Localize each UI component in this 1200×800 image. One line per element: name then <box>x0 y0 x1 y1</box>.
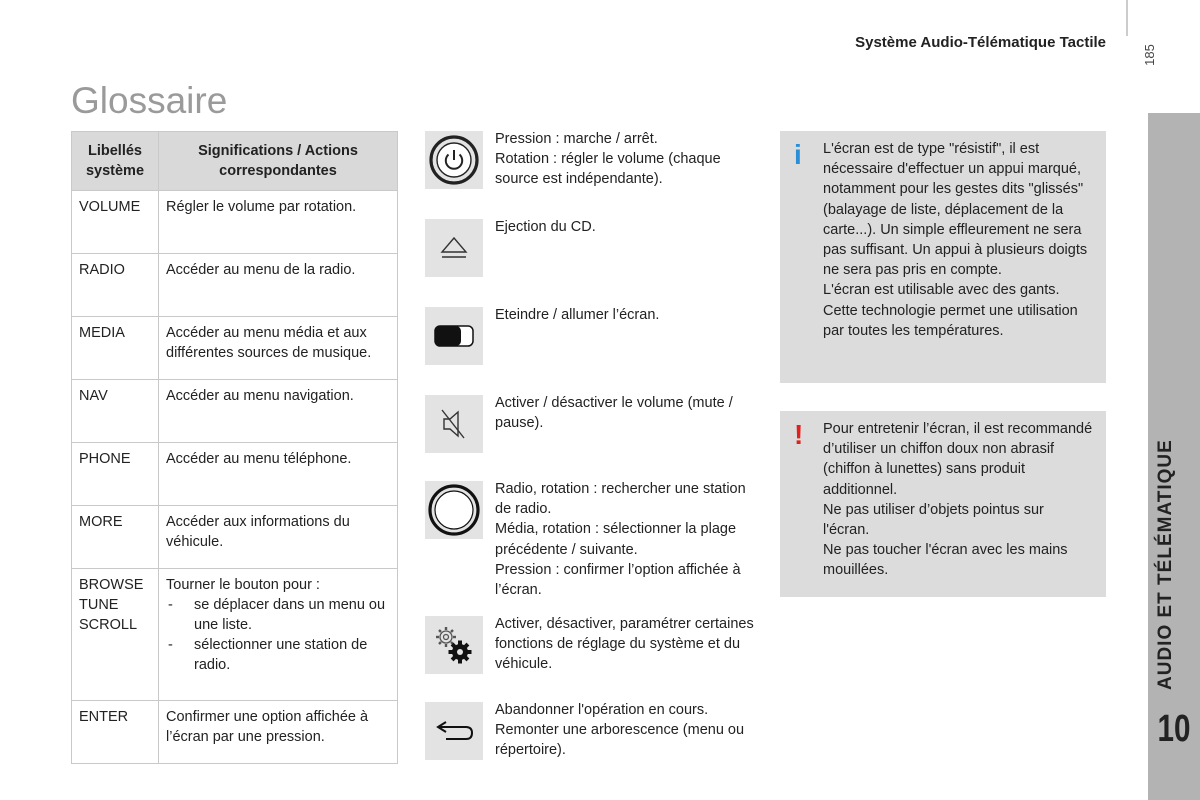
table-row <box>72 317 398 380</box>
warning-note-text: Pour entretenir l’écran, il est recommandé d’utiliser un chiffon doux non abrasif (chiffon à lunettes) sans produit additionnel. Ne pas utiliser d’objets pointus sur l'écran. Ne pas toucher l'écran avec les mains mouillées. <box>823 421 1093 579</box>
table-row <box>72 254 398 317</box>
table-row <box>72 443 398 506</box>
back-arrow-icon <box>425 702 483 760</box>
table-header-row <box>72 132 398 191</box>
icon-description: Radio, rotation : rechercher une station de radio. Média, rotation : sélectionner la plage précédente / suivante. Pression : confirmer l’option affichée à l’écran. <box>495 481 746 599</box>
table-row <box>72 506 398 569</box>
icon-description: Abandonner l'opération en cours. Remonter une arborescence (menu ou répertoire). <box>495 702 745 759</box>
row-code: RADIO <box>72 254 159 317</box>
info-note <box>780 131 1106 383</box>
warning-note <box>780 411 1106 597</box>
row-meaning: Régler le volume par rotation. <box>159 191 398 254</box>
chapter-number: 10 <box>1157 708 1191 750</box>
row-code: NAV <box>72 380 159 443</box>
row-meaning: Confirmer une option affichée à l’écran par une pression. <box>159 701 398 764</box>
power-icon <box>425 131 483 189</box>
icon-description: Eteindre / allumer l’écran. <box>495 307 660 323</box>
info-note-text: L'écran est de type "résistif", il est nécessaire d'effectuer un appui marqué, notamment pour les gestes dits "glissés" (balayage de liste, déplacement de la carte...). Un simple effleurement ne sera pas suffisant. Un appui à plusieurs doigts ne sera pas pris en compte. L'écran est utilisable avec des gants. Cette technologie permet une utilisation par toutes les températures. <box>823 141 1088 339</box>
table-row <box>72 701 398 764</box>
row-meaning <box>159 569 398 701</box>
row-code <box>72 569 159 701</box>
row-code: PHONE <box>72 443 159 506</box>
page-title: Glossaire <box>71 80 228 121</box>
column-header-meaning: Significations / Actions correspondantes <box>159 132 398 191</box>
row-meaning: Accéder au menu de la radio. <box>159 254 398 317</box>
row-code-text: BROWSE TUNE SCROLL <box>79 577 144 633</box>
row-meaning: Accéder au menu média et aux différentes sources de musique. <box>159 317 398 380</box>
row-code: MEDIA <box>72 317 159 380</box>
screen-toggle-icon <box>425 307 483 365</box>
table-row <box>72 569 398 701</box>
running-header: Système Audio-Télématique Tactile <box>855 34 1106 51</box>
chapter-label: AUDIO ET TÉLÉMATIQUE <box>1155 439 1176 690</box>
info-icon: i <box>794 139 802 170</box>
row-meaning: Accéder aux informations du véhicule. <box>159 506 398 569</box>
column-header-label: Libellés système <box>72 132 159 191</box>
icon-description: Activer / désactiver le volume (mute / pause). <box>495 395 733 432</box>
table-row <box>72 380 398 443</box>
row-code: ENTER <box>72 701 159 764</box>
top-rule <box>1126 0 1128 36</box>
row-code: VOLUME <box>72 191 159 254</box>
row-meaning: Accéder au menu téléphone. <box>159 443 398 506</box>
row-meaning-intro: Tourner le bouton pour : <box>166 577 320 593</box>
row-code: MORE <box>72 506 159 569</box>
knob-icon <box>425 481 483 539</box>
settings-gears-icon <box>425 616 483 674</box>
icon-description: Pression : marche / arrêt. Rotation : régler le volume (chaque source est indépendante). <box>495 131 721 188</box>
row-meaning-bullets <box>166 595 390 675</box>
warning-icon: ! <box>794 419 804 450</box>
mute-icon <box>425 395 483 453</box>
table-row <box>72 191 398 254</box>
icon-description: Ejection du CD. <box>495 219 596 235</box>
bullet-item: - se déplacer dans un menu ou une liste. <box>166 595 390 635</box>
row-meaning: Accéder au menu navigation. <box>159 380 398 443</box>
bullet-item: - sélectionner une station de radio. <box>166 635 390 675</box>
page-number: 185 <box>1142 44 1157 66</box>
icon-description: Activer, désactiver, paramétrer certaines fonctions de réglage du système et du véhicule. <box>495 616 754 673</box>
eject-icon <box>425 219 483 277</box>
glossary-table <box>71 131 398 764</box>
